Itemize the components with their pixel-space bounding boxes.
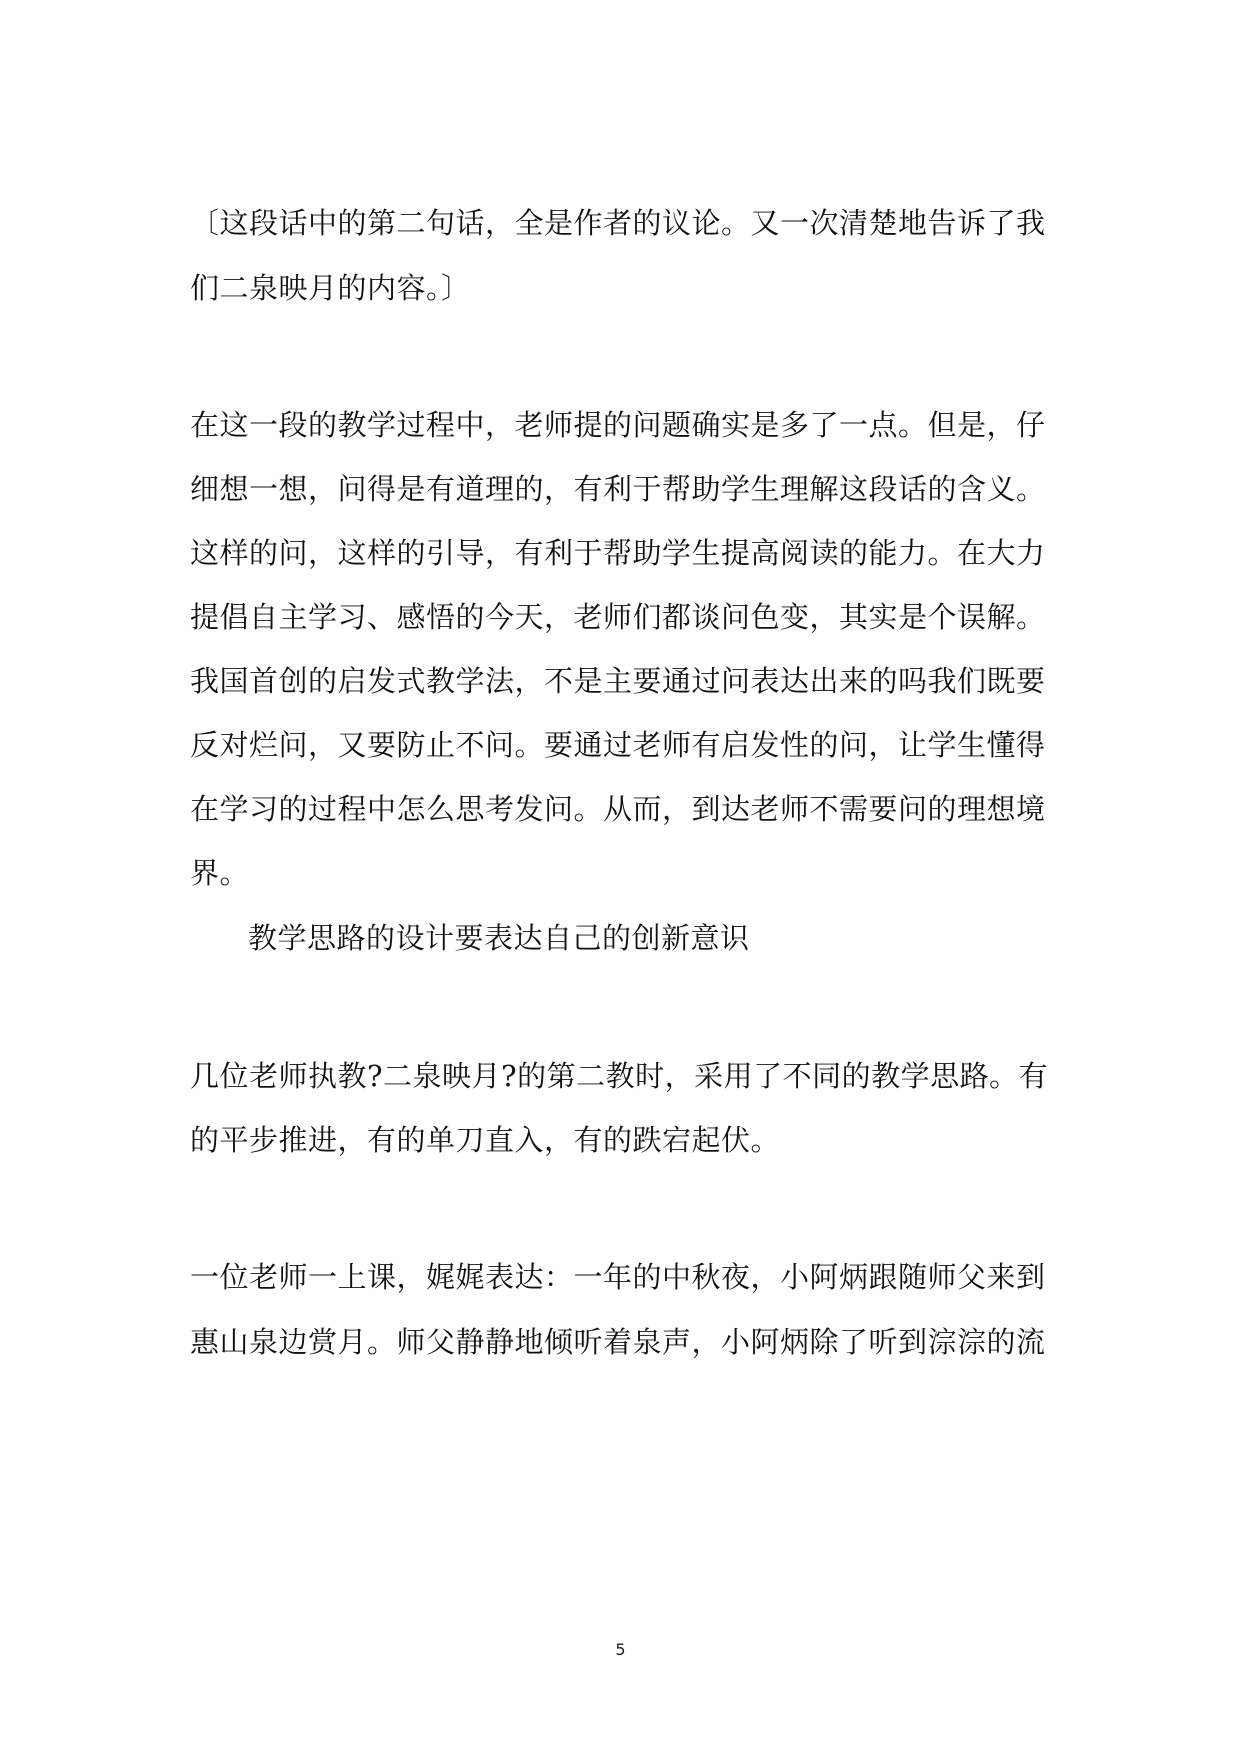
paragraph-5-line-1: 一位老师一上课，娓娓表达：一年的中秋夜，小阿炳跟随师父来到 bbox=[190, 1260, 1046, 1294]
paragraph-1-line-2: 们二泉映月的内容。〕 bbox=[190, 271, 471, 305]
paragraph-1-line-1: 〔这段话中的第二句话，全是作者的议论。又一次清楚地告诉了我 bbox=[190, 206, 1046, 240]
paragraph-2-line-4: 提倡自主学习、感悟的今天，老师们都谈问色变，其实是个误解。 bbox=[190, 600, 1046, 634]
paragraph-2-line-8: 界。 bbox=[190, 856, 250, 890]
paragraph-2-line-2: 细想一想，问得是有道理的，有利于帮助学生理解这段话的含义。 bbox=[190, 472, 1046, 506]
paragraph-2-line-5: 我国首创的启发式教学法，不是主要通过问表达出来的吗我们既要 bbox=[190, 664, 1046, 698]
section-heading: 教学思路的设计要表达自己的创新意识 bbox=[248, 921, 750, 955]
page-number: 5 bbox=[615, 1640, 626, 1659]
paragraph-2-line-1: 在这一段的教学过程中，老师提的问题确实是多了一点。但是，仔 bbox=[190, 408, 1046, 442]
paragraph-5-line-2: 惠山泉边赏月。师父静静地倾听着泉声，小阿炳除了听到淙淙的流 bbox=[190, 1325, 1046, 1359]
paragraph-4-line-1: 几位老师执教?二泉映月?的第二教时，采用了不同的教学思路。有 bbox=[190, 1059, 1049, 1093]
paragraph-2-line-3: 这样的问，这样的引导，有利于帮助学生提高阅读的能力。在大力 bbox=[190, 536, 1046, 570]
paragraph-2-line-6: 反对烂问，又要防止不问。要通过老师有启发性的问，让学生懂得 bbox=[190, 728, 1046, 762]
paragraph-4-line-2: 的平步推进，有的单刀直入，有的跌宕起伏。 bbox=[190, 1123, 781, 1157]
paragraph-2-line-7: 在学习的过程中怎么思考发问。从而，到达老师不需要问的理想境 bbox=[190, 792, 1046, 826]
